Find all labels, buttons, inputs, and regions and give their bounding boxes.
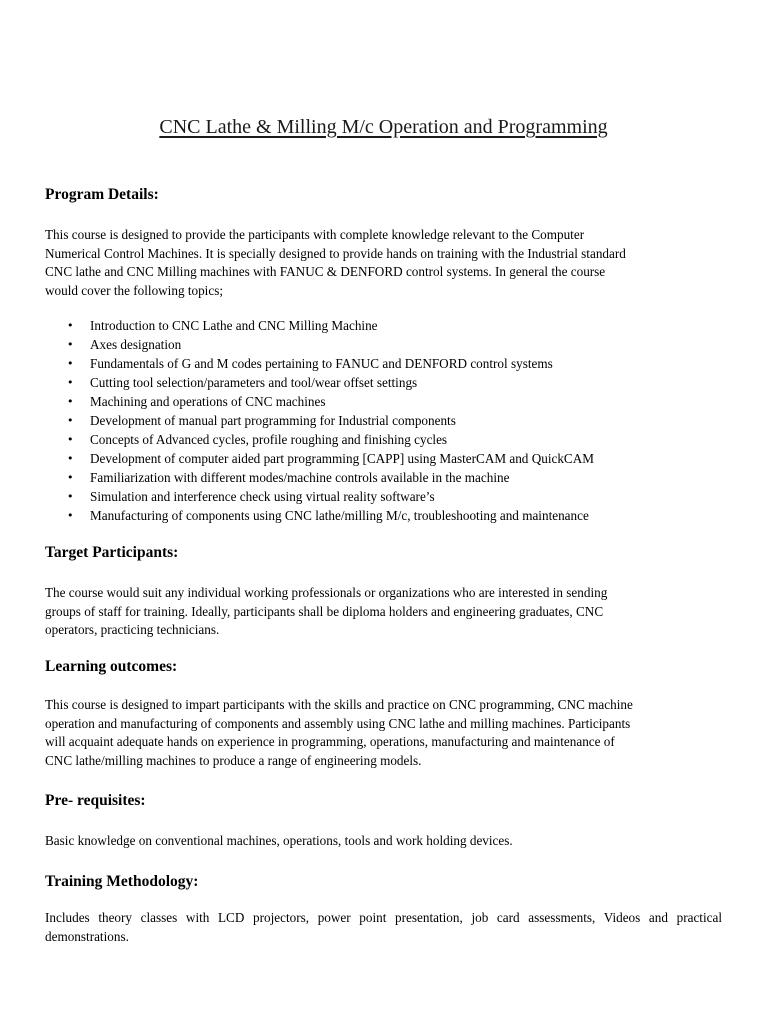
topic-list-item bbox=[45, 317, 722, 336]
target-participants-line: operators, practicing technicians. bbox=[45, 622, 220, 638]
topic-list-item bbox=[45, 507, 722, 526]
learning-outcomes-line: operation and manufacturing of components and assembly using CNC lathe and milling machines. Participants bbox=[45, 715, 631, 731]
target-participants-line: groups of staff for training. Ideally, participants shall be diploma holders and engineering graduates, CNC bbox=[45, 603, 604, 619]
topic-text: Machining and operations of CNC machines bbox=[90, 393, 326, 409]
topic-text: Familiarization with different modes/machine controls available in the machine bbox=[90, 469, 510, 485]
program-details-intro-line: This course is designed to provide the participants with complete knowledge relevant to the Computer bbox=[45, 227, 585, 242]
topic-list-item bbox=[45, 488, 722, 507]
target-participants-paragraph bbox=[45, 584, 722, 640]
topic-list-item bbox=[45, 450, 722, 469]
prerequisites-paragraph bbox=[45, 832, 722, 851]
bullet-icon: • bbox=[67, 356, 74, 370]
topic-text: Development of manual part programming for Industrial components bbox=[90, 412, 456, 428]
prerequisites-heading: Pre- requisites: bbox=[45, 792, 146, 809]
topic-list-item bbox=[45, 336, 722, 355]
document-title: CNC Lathe & Milling M/c Operation and Programming bbox=[159, 116, 608, 138]
program-details-intro-line: CNC lathe and CNC Milling machines with FANUC & DENFORD control systems. In general the course bbox=[45, 264, 606, 280]
learning-outcomes-line: CNC lathe/milling machines to produce a range of engineering models. bbox=[45, 753, 422, 769]
program-details-intro bbox=[45, 226, 722, 301]
topic-text: Fundamentals of G and M codes pertaining to FANUC and DENFORD control systems bbox=[90, 355, 553, 371]
bullet-icon: • bbox=[67, 489, 74, 503]
topic-list-item bbox=[45, 355, 722, 374]
bullet-icon: • bbox=[67, 319, 74, 332]
bullet-icon: • bbox=[67, 451, 74, 465]
topic-text: Introduction to CNC Lathe and CNC Milling Machine bbox=[90, 318, 378, 333]
learning-outcomes-paragraph bbox=[45, 696, 722, 771]
topic-text: Simulation and interference check using virtual reality software’s bbox=[90, 488, 435, 504]
topic-list-item bbox=[45, 431, 722, 450]
bullet-icon: • bbox=[67, 508, 74, 522]
topic-list-item bbox=[45, 412, 722, 431]
target-participants-line: The course would suit any individual working professionals or organizations who are interested in sending bbox=[45, 585, 608, 600]
topic-text: Concepts of Advanced cycles, profile roughing and finishing cycles bbox=[90, 431, 448, 447]
topic-list-item bbox=[45, 374, 722, 393]
training-methodology-paragraph: Includes theory classes with LCD projectors, power point presentation, job card assessments, Videos and practical demonstrations. bbox=[45, 910, 722, 944]
learning-outcomes-heading: Learning outcomes: bbox=[45, 658, 178, 675]
bullet-icon: • bbox=[67, 470, 74, 484]
topic-list-item bbox=[45, 393, 722, 412]
program-details-intro-line: Numerical Control Machines. It is specially designed to provide hands on training with the Industrial standard bbox=[45, 245, 626, 261]
program-details-intro-line: would cover the following topics; bbox=[45, 283, 223, 299]
topic-list-item bbox=[45, 469, 722, 488]
bullet-icon: • bbox=[67, 375, 74, 389]
bullet-icon: • bbox=[67, 413, 74, 427]
topic-text: Axes designation bbox=[90, 336, 182, 352]
learning-outcomes-line: will acquaint adequate hands on experience in programming, operations, manufacturing and maintenance of bbox=[45, 734, 615, 750]
bullet-icon: • bbox=[67, 337, 74, 351]
topic-text: Development of computer aided part programming [CAPP] using MasterCAM and QuickCAM bbox=[90, 450, 594, 466]
bullet-icon: • bbox=[67, 432, 74, 446]
bullet-icon: • bbox=[67, 394, 74, 408]
program-details-heading: Program Details: bbox=[45, 186, 159, 203]
prerequisites-line: Basic knowledge on conventional machines, operations, tools and work holding devices. bbox=[45, 833, 513, 848]
topic-text: Cutting tool selection/parameters and tool/wear offset settings bbox=[90, 374, 418, 390]
topic-text: Manufacturing of components using CNC lathe/milling M/c, troubleshooting and maintenance bbox=[90, 507, 589, 523]
training-methodology-heading: Training Methodology: bbox=[45, 873, 199, 890]
learning-outcomes-line: This course is designed to impart participants with the skills and practice on CNC programming, CNC machine bbox=[45, 697, 633, 712]
topics-list bbox=[45, 317, 722, 525]
target-participants-heading: Target Participants: bbox=[45, 544, 179, 561]
